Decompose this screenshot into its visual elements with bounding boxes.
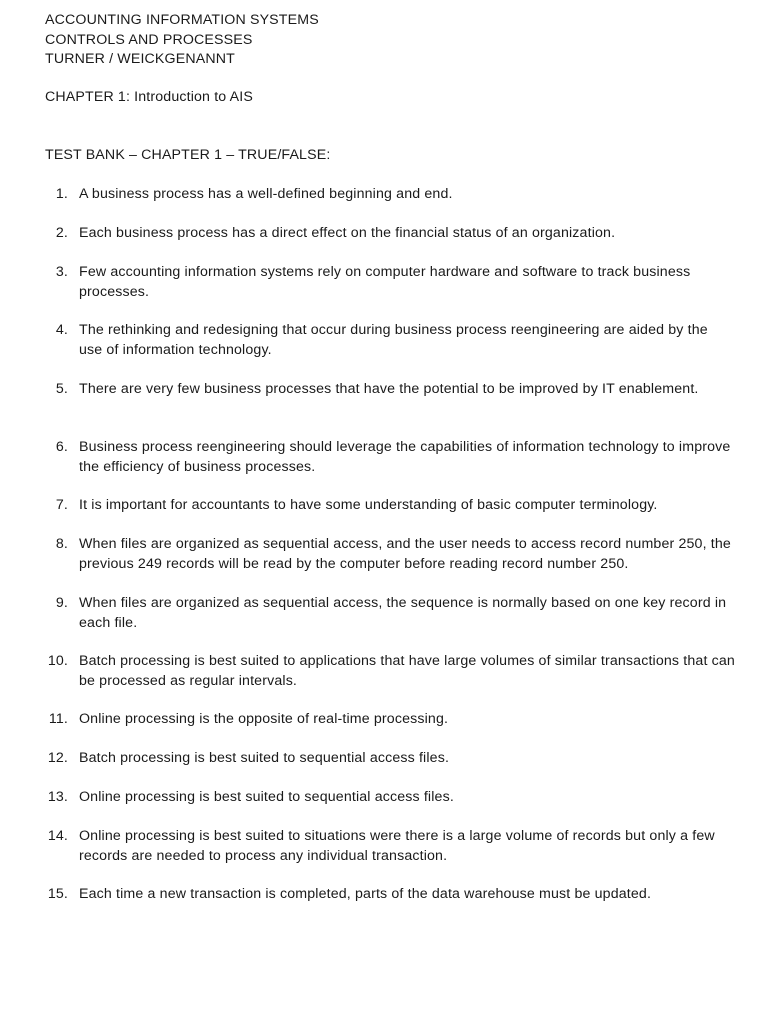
question-item [45, 788, 735, 808]
question-text: Batch processing is best suited to sequential access files. [79, 750, 450, 766]
question-text: There are very few business processes that have the potential to be improved by IT enablement. [79, 381, 699, 397]
question-item [45, 185, 735, 205]
question-text: Online processing is the opposite of real-time processing. [79, 711, 449, 727]
question-number: 8. [55, 536, 68, 552]
header-course-title: ACCOUNTING INFORMATION SYSTEMS [45, 12, 319, 28]
question-item [45, 321, 735, 360]
question-item [45, 652, 735, 691]
question-item [45, 594, 735, 633]
question-text: Batch processing is best suited to applications that have large volumes of similar transactions that can be processed as regular intervals. [79, 653, 735, 689]
question-number: 12. [47, 750, 68, 766]
question-number: 13. [47, 789, 68, 805]
question-item [45, 496, 735, 516]
question-text: Business process reengineering should leverage the capabilities of information technology to improve the efficiency of business processes. [79, 439, 731, 475]
question-text: Each time a new transaction is completed, parts of the data warehouse must be updated. [79, 886, 652, 902]
question-number: 4. [55, 322, 68, 338]
question-number: 3. [55, 264, 68, 280]
question-number: 6. [55, 439, 68, 455]
question-text: The rethinking and redesigning that occur during business process reengineering are aided by the use of information technology. [79, 322, 708, 358]
question-number: 2. [55, 225, 68, 241]
question-text: When files are organized as sequential access, the sequence is normally based on one key record in each file. [79, 595, 727, 631]
question-item [45, 535, 735, 574]
question-item [45, 710, 735, 730]
question-text: Each business process has a direct effect on the financial status of an organization. [79, 225, 616, 241]
question-item [45, 380, 735, 400]
question-item [45, 224, 735, 244]
question-number: 5. [55, 381, 68, 397]
question-number: 10. [47, 653, 68, 669]
question-number: 15. [47, 886, 68, 902]
question-item [45, 827, 735, 866]
question-text: When files are organized as sequential access, and the user needs to access record number 250, the previous 249 records will be read by the computer before reading record number 250. [79, 536, 731, 572]
question-number: 11. [48, 711, 68, 727]
question-number: 1. [55, 186, 68, 202]
question-text: It is important for accountants to have some understanding of basic computer terminology. [79, 497, 658, 513]
header-authors: TURNER / WEICKGENANNT [45, 51, 235, 67]
question-text: Few accounting information systems rely on computer hardware and software to track business processes. [79, 264, 691, 300]
question-text: Online processing is best suited to sequential access files. [79, 789, 454, 805]
question-number: 9. [55, 595, 68, 611]
question-item [45, 438, 735, 477]
question-number: 7. [55, 497, 68, 513]
question-item [45, 749, 735, 769]
header-subtitle: CONTROLS AND PROCESSES [45, 31, 253, 48]
document-header [45, 11, 319, 70]
question-number: 14. [47, 828, 68, 844]
question-item [45, 885, 735, 905]
question-item [45, 263, 735, 302]
question-text: A business process has a well-defined beginning and end. [79, 186, 453, 202]
section-title: TEST BANK – CHAPTER 1 – TRUE/FALSE: [45, 147, 331, 163]
chapter-title: CHAPTER 1: Introduction to AIS [45, 89, 253, 105]
question-text: Online processing is best suited to situations were there is a large volume of records but only a few records are needed to process any individual transaction. [79, 828, 715, 864]
